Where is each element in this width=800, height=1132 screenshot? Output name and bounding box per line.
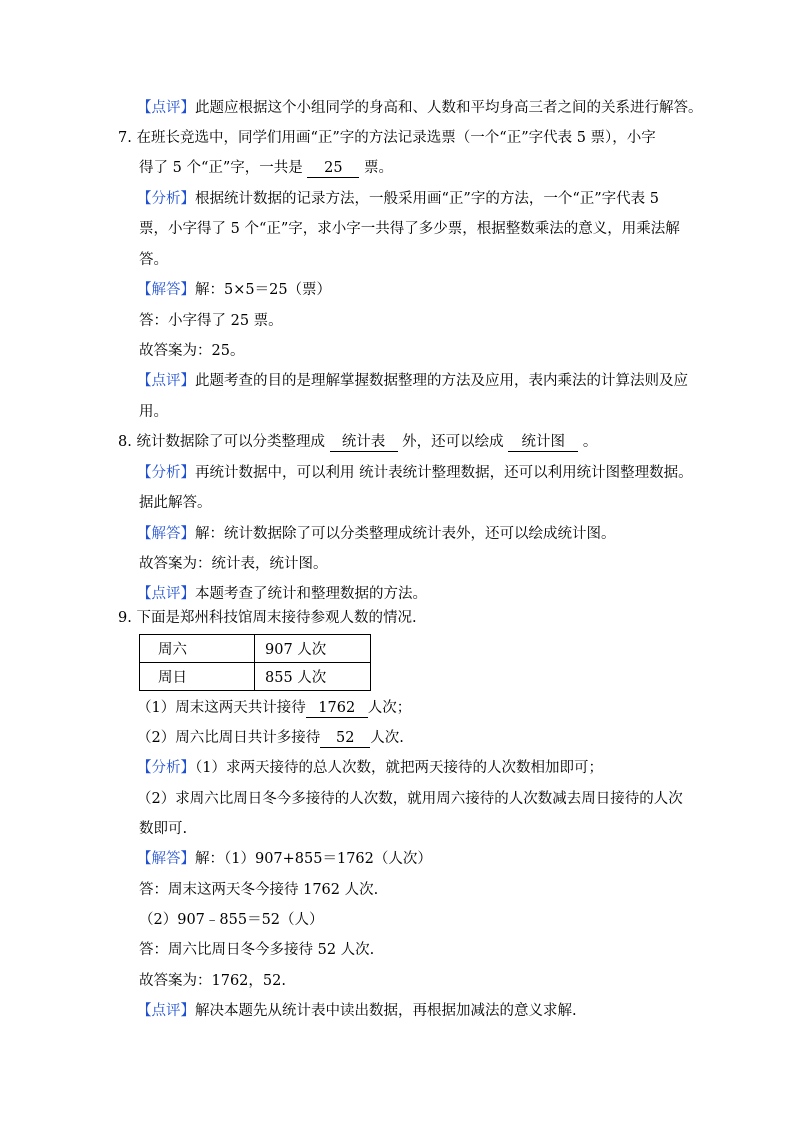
analysis-tag: 【分析】 <box>137 760 195 776</box>
question-7-line-2 <box>139 158 393 178</box>
table-row <box>140 635 371 663</box>
table-row <box>140 663 371 691</box>
analysis-tag: 【分析】 <box>137 465 195 481</box>
answer-line <box>139 940 374 960</box>
answer-text: 答：周末这两天冬今接待 1762 人次. <box>139 882 379 898</box>
solution-tag: 【解答】 <box>137 282 195 298</box>
answer-blank-1: 统计表 <box>330 433 398 452</box>
table-cell-count: 907 人次 <box>255 635 371 663</box>
question-text: 统计数据除了可以分类整理成 <box>136 434 330 450</box>
question-7-line-1 <box>118 128 656 148</box>
answer-line <box>139 880 378 900</box>
comment-tag: 【点评】 <box>137 373 195 389</box>
solution-text: （2）907﹣855＝52（人） <box>139 912 324 928</box>
question-9-title <box>118 608 417 628</box>
analysis-text: 据此解答。 <box>139 495 212 511</box>
final-answer-text: 故答案为：统计表，统计图。 <box>139 556 328 572</box>
analysis-line <box>139 219 680 239</box>
analysis-text: 票，小字得了 5 个“正”字，求小字一共得了多少票，根据整数乘法的意义，用乘法解 <box>139 221 680 237</box>
analysis-text: 根据统计数据的记录方法，一般采用画“正”字的方法，一个“正”字代表 5 <box>195 191 659 207</box>
solution-text: 解：5×5＝25（票） <box>195 282 332 298</box>
question-number: 8. <box>118 434 132 450</box>
question-text: 外，还可以绘成 <box>397 434 509 450</box>
question-text: 。 <box>578 434 598 450</box>
answer-blank-2: 统计图 <box>508 433 578 452</box>
analysis-tag: 【分析】 <box>137 191 195 207</box>
comment-tag: 【点评】 <box>137 586 195 602</box>
comment-line <box>137 371 688 391</box>
final-answer-line <box>139 554 328 574</box>
solution-line <box>137 849 432 869</box>
comment-line <box>137 584 427 604</box>
question-number: 7. <box>118 130 132 146</box>
analysis-line <box>139 493 212 513</box>
analysis-text: 答。 <box>139 252 168 268</box>
final-answer-text: 故答案为：1762，52. <box>139 973 286 989</box>
solution-line <box>139 910 324 930</box>
final-answer-line <box>139 341 244 361</box>
question-text: 在班长竞选中，同学们用画“正”字的方法记录选票（一个“正”字代表 5 票），小字 <box>136 130 656 146</box>
comment-text: 此题考查的目的是理解掌握数据整理的方法及应用，表内乘法的计算法则及应 <box>195 373 688 389</box>
answer-blank: 25 <box>307 159 359 178</box>
question-text: （1）周末这两天共计接待 <box>137 700 306 716</box>
solution-line <box>137 280 331 300</box>
question-text: 票。 <box>359 160 393 176</box>
comment-text: 本题考查了统计和整理数据的方法。 <box>195 586 427 602</box>
comment-text: 用。 <box>139 404 168 420</box>
analysis-line <box>137 189 659 209</box>
comment-line <box>139 402 168 422</box>
solution-tag: 【解答】 <box>137 526 195 542</box>
answer-blank: 1762 <box>306 699 368 718</box>
analysis-text: （1）求两天接待的总人次数，就把两天接待的人次数相加即可； <box>195 760 603 776</box>
question-text: （2）周六比周日共计多接待 <box>137 730 321 746</box>
solution-tag: 【解答】 <box>137 851 195 867</box>
question-8-line <box>118 432 597 452</box>
comment-line <box>137 1001 577 1021</box>
visitor-table <box>139 634 371 691</box>
question-text: 下面是郑州科技馆周末接待参观人数的情况. <box>136 610 417 626</box>
table-cell-count: 855 人次 <box>255 663 371 691</box>
solution-line <box>137 524 616 544</box>
analysis-line <box>137 758 603 778</box>
answer-blank: 52 <box>320 729 370 748</box>
analysis-text: 数即可. <box>139 821 188 837</box>
comment-tag: 【点评】 <box>137 1003 195 1019</box>
question-number: 9. <box>118 610 132 626</box>
final-answer-line <box>139 971 286 991</box>
analysis-line <box>137 789 683 809</box>
table-cell-day: 周六 <box>140 635 255 663</box>
solution-text: 解：统计数据除了可以分类整理成统计表外，还可以绘成统计图。 <box>195 526 616 542</box>
comment-line <box>137 98 703 118</box>
analysis-text: 再统计数据中，可以利用 统计表统计整理数据，还可以利用统计图整理数据。 <box>195 465 693 481</box>
comment-tag: 【点评】 <box>137 100 195 116</box>
comment-text: 此题应根据这个小组同学的身高和、人数和平均身高三者之间的关系进行解答。 <box>195 100 703 116</box>
sub-question-1 <box>137 698 411 718</box>
comment-text: 解决本题先从统计表中读出数据，再根据加减法的意义求解. <box>195 1003 577 1019</box>
sub-question-2 <box>137 728 404 748</box>
analysis-text: （2）求周六比周日冬今多接待的人次数，就用周六接待的人次数减去周日接待的人次 <box>137 791 683 807</box>
question-text: 人次； <box>367 700 412 716</box>
answer-text: 答：小字得了 25 票。 <box>139 313 283 329</box>
analysis-line <box>139 819 187 839</box>
answer-text: 答：周六比周日冬今多接待 52 人次. <box>139 942 375 958</box>
final-answer-text: 故答案为：25。 <box>139 343 245 359</box>
question-text: 得了 5 个“正”字，一共是 <box>139 160 308 176</box>
table-cell-day: 周日 <box>140 663 255 691</box>
answer-line <box>139 311 283 331</box>
analysis-line <box>139 250 168 270</box>
solution-text: 解：（1）907+855＝1762（人次） <box>195 851 432 867</box>
question-text: 人次. <box>370 730 404 746</box>
analysis-line <box>137 463 693 483</box>
